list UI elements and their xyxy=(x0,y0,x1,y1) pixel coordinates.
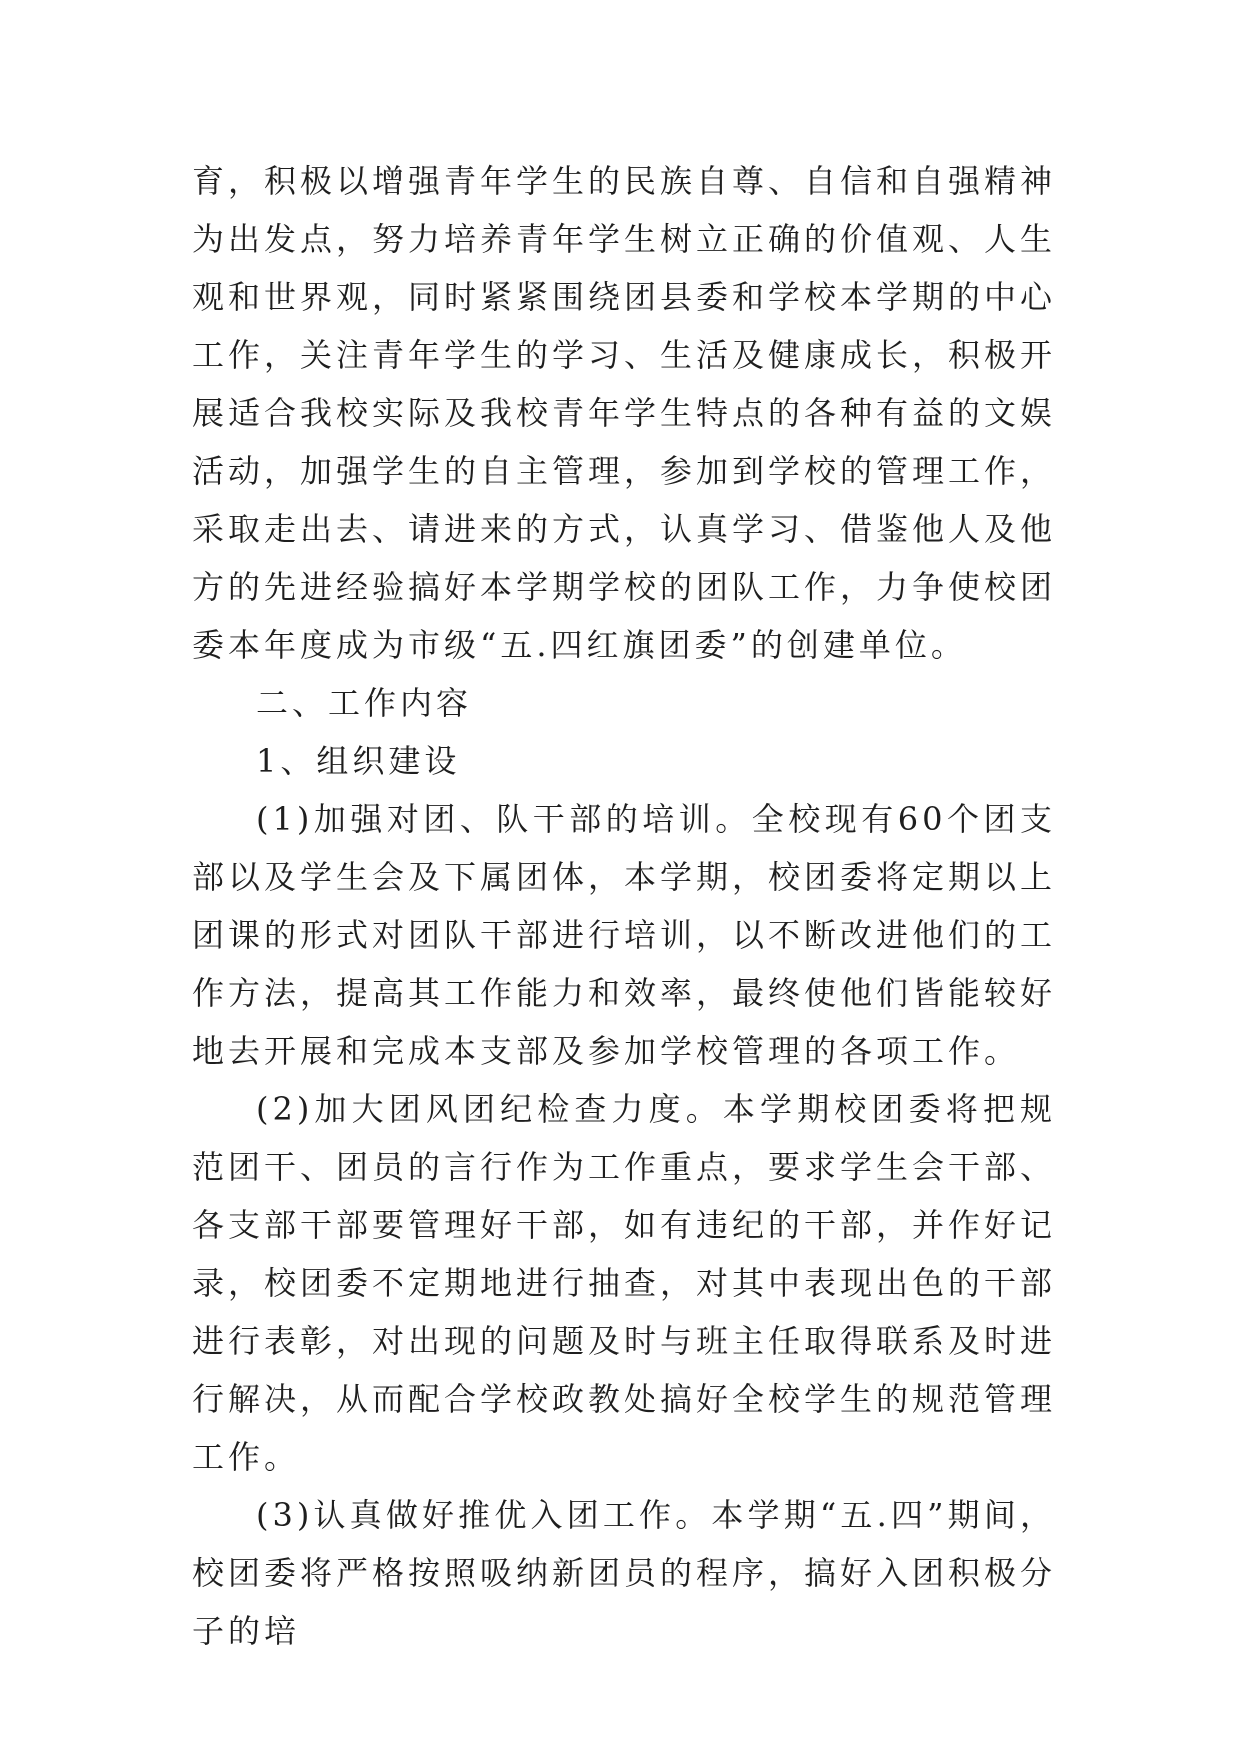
subsection-heading-organization: 1、组织建设 xyxy=(256,742,461,780)
section-heading-work-content: 二、工作内容 xyxy=(256,684,473,722)
paragraph-item-1: (1)加强对团、队干部的培训。全校现有60个团支部以及学生会及下属团体，本学期，校团委将定期以上团课的形式对团队干部进行培训，以不断改进他们的工作方法，提高其工作能力和效率，最终使他们皆能较好地去开展和完成本支部及参加学校管理的各项工作。 xyxy=(192,800,1057,1070)
paragraph-item-2: (2)加大团风团纪检查力度。本学期校团委将把规范团干、团员的言行作为工作重点，要求学生会干部、各支部干部要管理好干部，如有违纪的干部，并作好记录，校团委不定期地进行抽查，对其中表现出色的干部进行表彰，对出现的问题及时与班主任取得联系及时进行解决，从而配合学校政教处搞好全校学生的规范管理工作。 xyxy=(192,1090,1057,1476)
paragraph-item-3: (3)认真做好推优入团工作。本学期“五.四”期间，校团委将严格按照吸纳新团员的程序，搞好入团积极分子的培 xyxy=(192,1496,1057,1650)
paragraph-intro: 育，积极以增强青年学生的民族自尊、自信和自强精神为出发点，努力培养青年学生树立正确的价值观、人生观和世界观，同时紧紧围绕团县委和学校本学期的中心工作，关注青年学生的学习、生活及健康成长，积极开展适合我校实际及我校青年学生特点的各种有益的文娱活动，加强学生的自主管理，参加到学校的管理工作，采取走出去、请进来的方式，认真学习、借鉴他人及他方的先进经验搞好本学期学校的团队工作，力争使校团委本年度成为市级“五.四红旗团委”的创建单位。 xyxy=(192,162,1057,664)
document-body xyxy=(192,152,1056,1660)
